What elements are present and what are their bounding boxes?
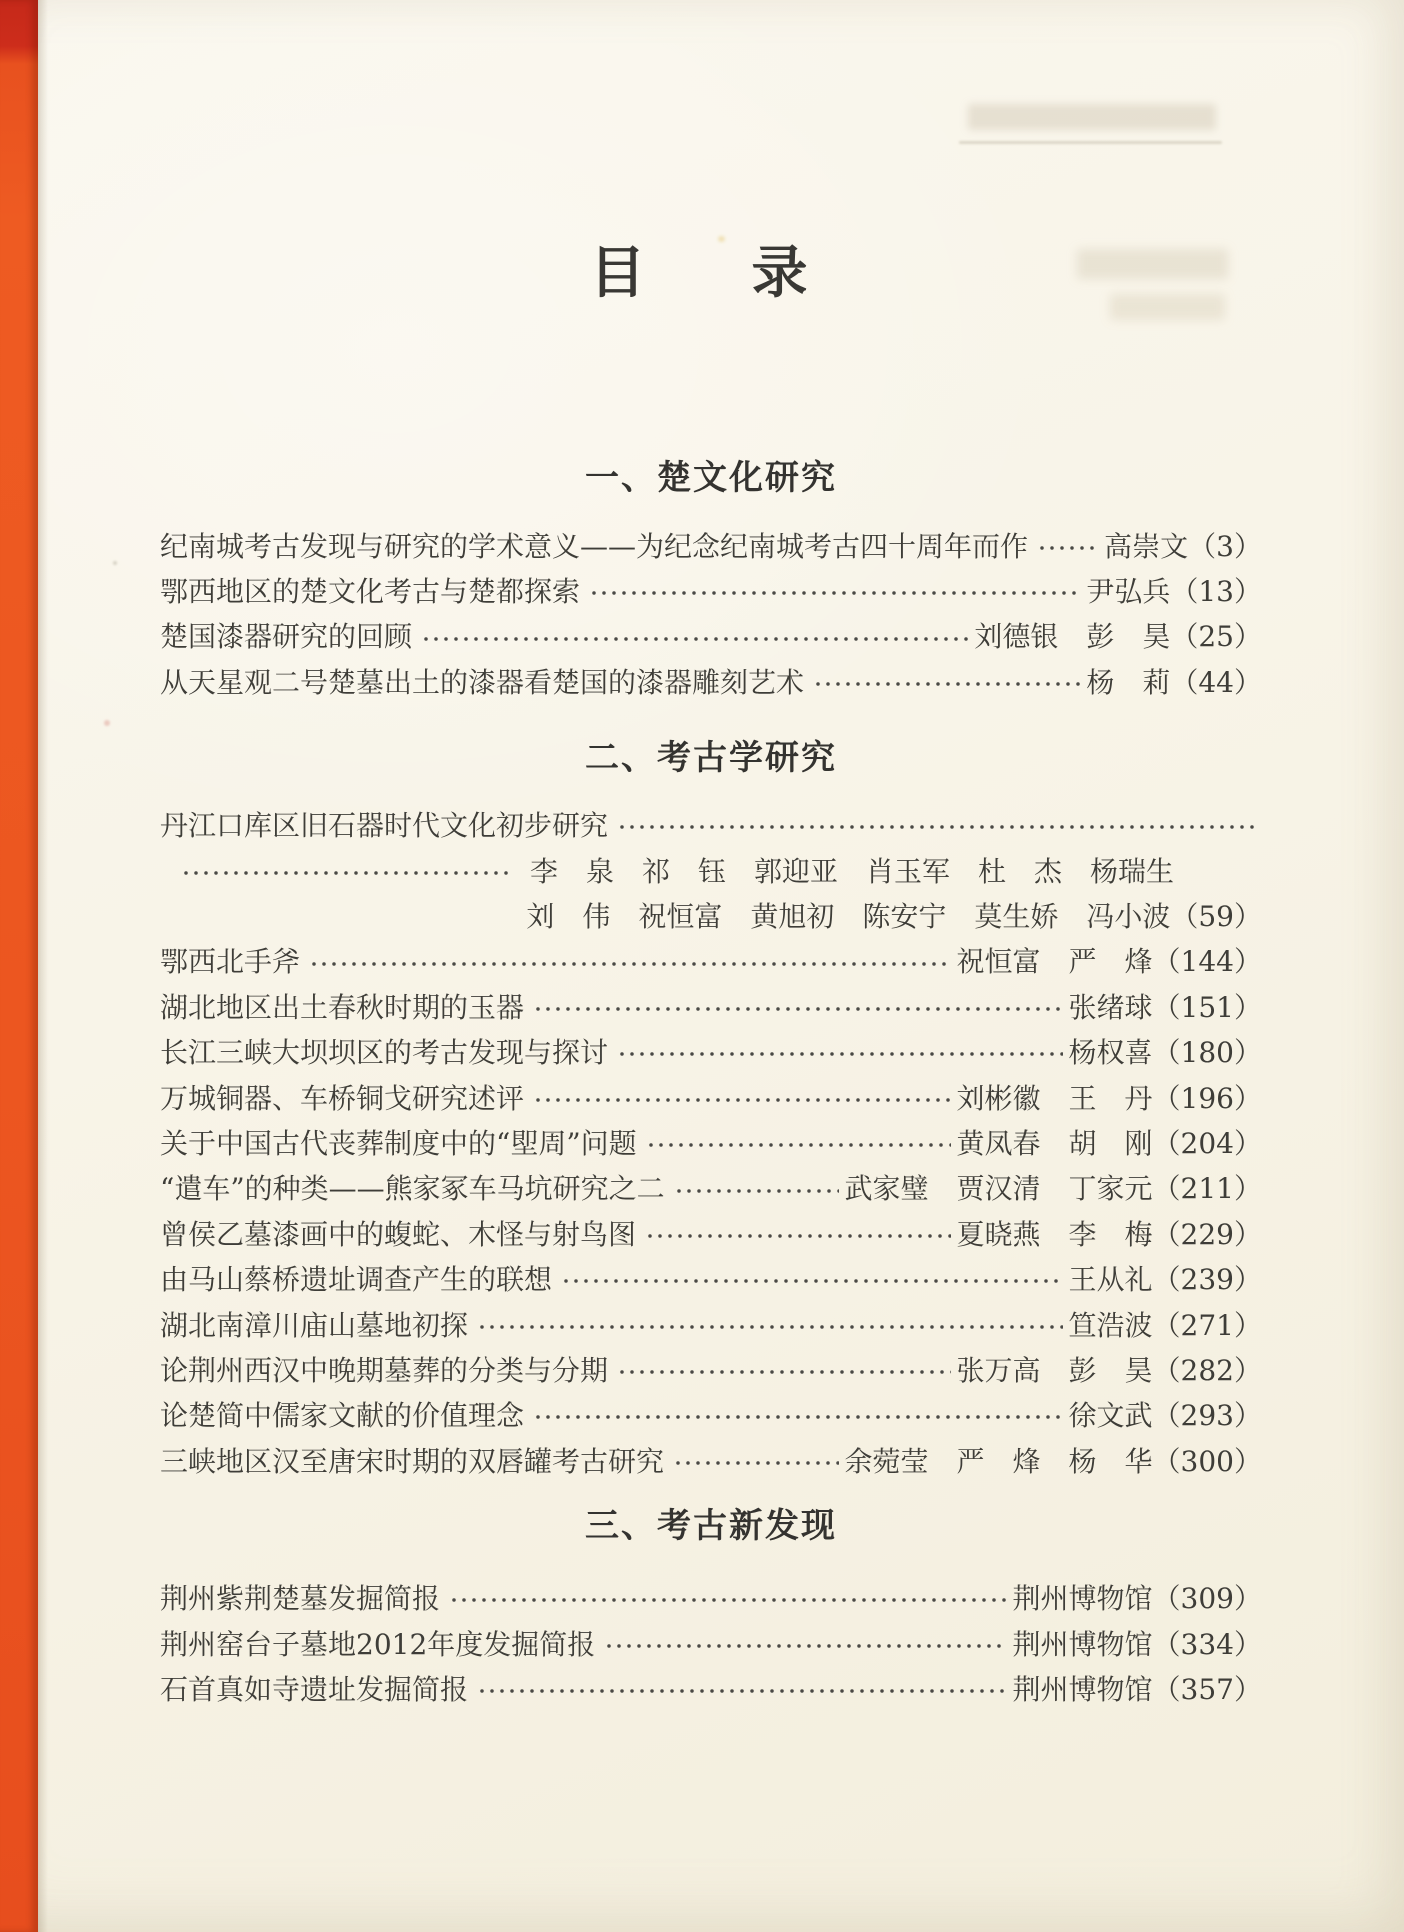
toc-entry [160, 567, 1262, 612]
toc-entry [160, 613, 1262, 658]
entry-authors: 夏晓燕 李 梅 [956, 1217, 1153, 1251]
dot-leader [614, 1346, 951, 1391]
toc-entry [160, 1255, 1262, 1300]
entry-authors: 笪浩波 [1068, 1308, 1153, 1342]
entry-authors: 杨 莉 [1086, 665, 1171, 699]
table-of-contents [160, 238, 1262, 1711]
entry-authors: 杨权喜 [1068, 1036, 1153, 1070]
toc-section [160, 1574, 1262, 1710]
section-heading: 二、考古学研究 [585, 737, 837, 778]
entry-page: （300） [1152, 1444, 1262, 1478]
book-spine-strip [0, 0, 38, 1932]
toc-entry [160, 1620, 1262, 1665]
entry-page: （180） [1152, 1036, 1262, 1070]
entry-title: 万城铜器、车桥铜戈研究述评 [160, 1081, 525, 1115]
entry-title: 湖北地区出土春秋时期的玉器 [160, 990, 525, 1024]
entry-authors: 荆州博物馆 [1012, 1627, 1153, 1661]
entry-title: 鄂西北手斧 [160, 945, 301, 979]
entry-authors: 高崇文 [1104, 529, 1189, 563]
entry-title: 荆州紫荆楚墓发掘简报 [160, 1582, 441, 1616]
entry-page: （309） [1152, 1582, 1262, 1616]
dot-leader [474, 1301, 1063, 1346]
dot-leader [642, 1210, 951, 1255]
dot-leader [178, 847, 508, 892]
dot-leader [474, 1665, 1007, 1710]
toc-title: 目 录 [589, 240, 833, 306]
toc-entry [160, 1574, 1262, 1619]
entry-title: “遣车”的种类——熊家冢车马坑研究之二 [160, 1172, 665, 1206]
entry-title: 从天星观二号楚墓出土的漆器看楚国的漆器雕刻艺术 [160, 665, 805, 699]
dot-leader [418, 613, 968, 658]
entry-page: （59） [1170, 900, 1262, 934]
entry-authors: 刘彬徽 王 丹 [956, 1081, 1153, 1115]
entry-page: （151） [1152, 990, 1262, 1024]
entry-authors: 荆州博物馆 [1012, 1672, 1153, 1706]
entry-title: 丹江口库区旧石器时代文化初步研究 [160, 809, 609, 843]
entry-page: （144） [1152, 945, 1262, 979]
dot-leader [671, 1165, 839, 1210]
dot-leader [586, 567, 1080, 612]
entry-page: （13） [1170, 575, 1262, 609]
entry-page: （293） [1152, 1399, 1262, 1433]
entry-authors: 武家璧 贾汉清 丁家元 [844, 1172, 1153, 1206]
entry-page: （3） [1188, 529, 1262, 563]
entry-authors: 刘 伟 祝恒富 黄旭初 陈安宁 莫生娇 冯小波 [526, 900, 1171, 934]
entry-page: （44） [1170, 665, 1262, 699]
dot-leader [530, 1074, 951, 1119]
dot-leader [601, 1620, 1006, 1665]
section-heading: 一、楚文化研究 [585, 458, 837, 498]
dot-leader [306, 938, 951, 983]
entry-page: （282） [1152, 1353, 1262, 1387]
toc-entry-authors-line [160, 847, 1262, 892]
entry-page: （271） [1152, 1308, 1262, 1342]
scan-speck [104, 720, 110, 726]
entry-title: 曾侯乙墓漆画中的蝮蛇、木怪与射鸟图 [160, 1217, 637, 1251]
entry-authors: 余菀莹 严 烽 杨 华 [844, 1444, 1153, 1478]
section-heading: 三、考古新发现 [585, 1506, 837, 1547]
entry-title: 三峡地区汉至唐宋时期的双唇罐考古研究 [160, 1444, 665, 1478]
entry-title: 论荆州西汉中晚期墓葬的分类与分期 [160, 1353, 609, 1387]
bleed-through-rule [959, 141, 1222, 144]
entry-page: （25） [1170, 620, 1262, 654]
toc-entry [160, 938, 1262, 983]
entry-title: 论楚简中儒家文献的价值理念 [160, 1399, 525, 1433]
entry-page: （211） [1152, 1172, 1262, 1206]
entry-page: （196） [1152, 1081, 1262, 1115]
entry-title: 纪南城考古发现与研究的学术意义——为纪念纪南城考古四十周年而作 [160, 529, 1029, 563]
page-edge-shadow [38, 0, 48, 1932]
entry-authors: 王从礼 [1068, 1263, 1153, 1297]
toc-entry [160, 983, 1262, 1028]
entry-page: （229） [1152, 1217, 1262, 1251]
toc-entry [160, 1119, 1262, 1164]
dot-leader [810, 658, 1080, 703]
toc-entry [160, 1029, 1262, 1074]
dot-leader [1034, 522, 1098, 567]
scan-speck [113, 561, 117, 565]
toc-entry [160, 1210, 1262, 1255]
entry-authors: 徐文武 [1068, 1399, 1153, 1433]
entry-page: （204） [1152, 1126, 1262, 1160]
entry-authors: 张万高 彭 昊 [956, 1353, 1153, 1387]
toc-entry [160, 1392, 1262, 1437]
toc-entry [160, 1346, 1262, 1391]
dot-leader [670, 1437, 839, 1482]
dot-leader [530, 1392, 1063, 1437]
toc-section [160, 522, 1262, 704]
entry-title: 荆州窑台子墓地2012年度发掘简报 [160, 1627, 596, 1661]
toc-entry [160, 522, 1262, 567]
toc-entry [160, 1074, 1262, 1119]
entry-title: 楚国漆器研究的回顾 [160, 620, 413, 654]
dot-leader [643, 1119, 951, 1164]
dot-leader [530, 983, 1063, 1028]
entry-authors: 黄凤春 胡 刚 [956, 1126, 1153, 1160]
entry-title: 长江三峡大坝坝区的考古发现与探讨 [160, 1036, 609, 1070]
toc-entry [160, 1665, 1262, 1710]
entry-title: 由马山蔡桥遗址调查产生的联想 [160, 1263, 553, 1297]
bleed-through-text [968, 104, 1216, 130]
entry-title: 石首真如寺遗址发掘简报 [160, 1672, 469, 1706]
toc-entry [160, 1437, 1262, 1482]
entry-title: 关于中国古代丧葬制度中的“堲周”问题 [160, 1126, 637, 1160]
dot-leader [446, 1574, 1007, 1619]
toc-section [160, 802, 1262, 1483]
dot-leader [558, 1255, 1063, 1300]
entry-title: 湖北南漳川庙山墓地初探 [160, 1308, 469, 1342]
entry-authors: 李 泉 祁 钰 郭迎亚 肖玉军 杜 杰 杨瑞生 [530, 854, 1175, 888]
entry-page: （357） [1152, 1672, 1262, 1706]
toc-entry [160, 658, 1262, 703]
entry-authors: 张绪球 [1068, 990, 1153, 1024]
toc-entry-authors-line [160, 892, 1262, 937]
entry-title: 鄂西地区的楚文化考古与楚都探索 [160, 575, 581, 609]
dot-leader [614, 1029, 1063, 1074]
toc-entry [160, 802, 1262, 847]
entry-page: （239） [1152, 1263, 1262, 1297]
entry-authors: 尹弘兵 [1086, 575, 1171, 609]
entry-authors: 荆州博物馆 [1012, 1582, 1153, 1616]
toc-entry [160, 1301, 1262, 1346]
toc-entry [160, 1165, 1262, 1210]
dot-leader [614, 802, 1256, 847]
entry-authors: 祝恒富 严 烽 [956, 945, 1153, 979]
entry-authors: 刘德银 彭 昊 [974, 620, 1171, 654]
entry-page: （334） [1152, 1627, 1262, 1661]
